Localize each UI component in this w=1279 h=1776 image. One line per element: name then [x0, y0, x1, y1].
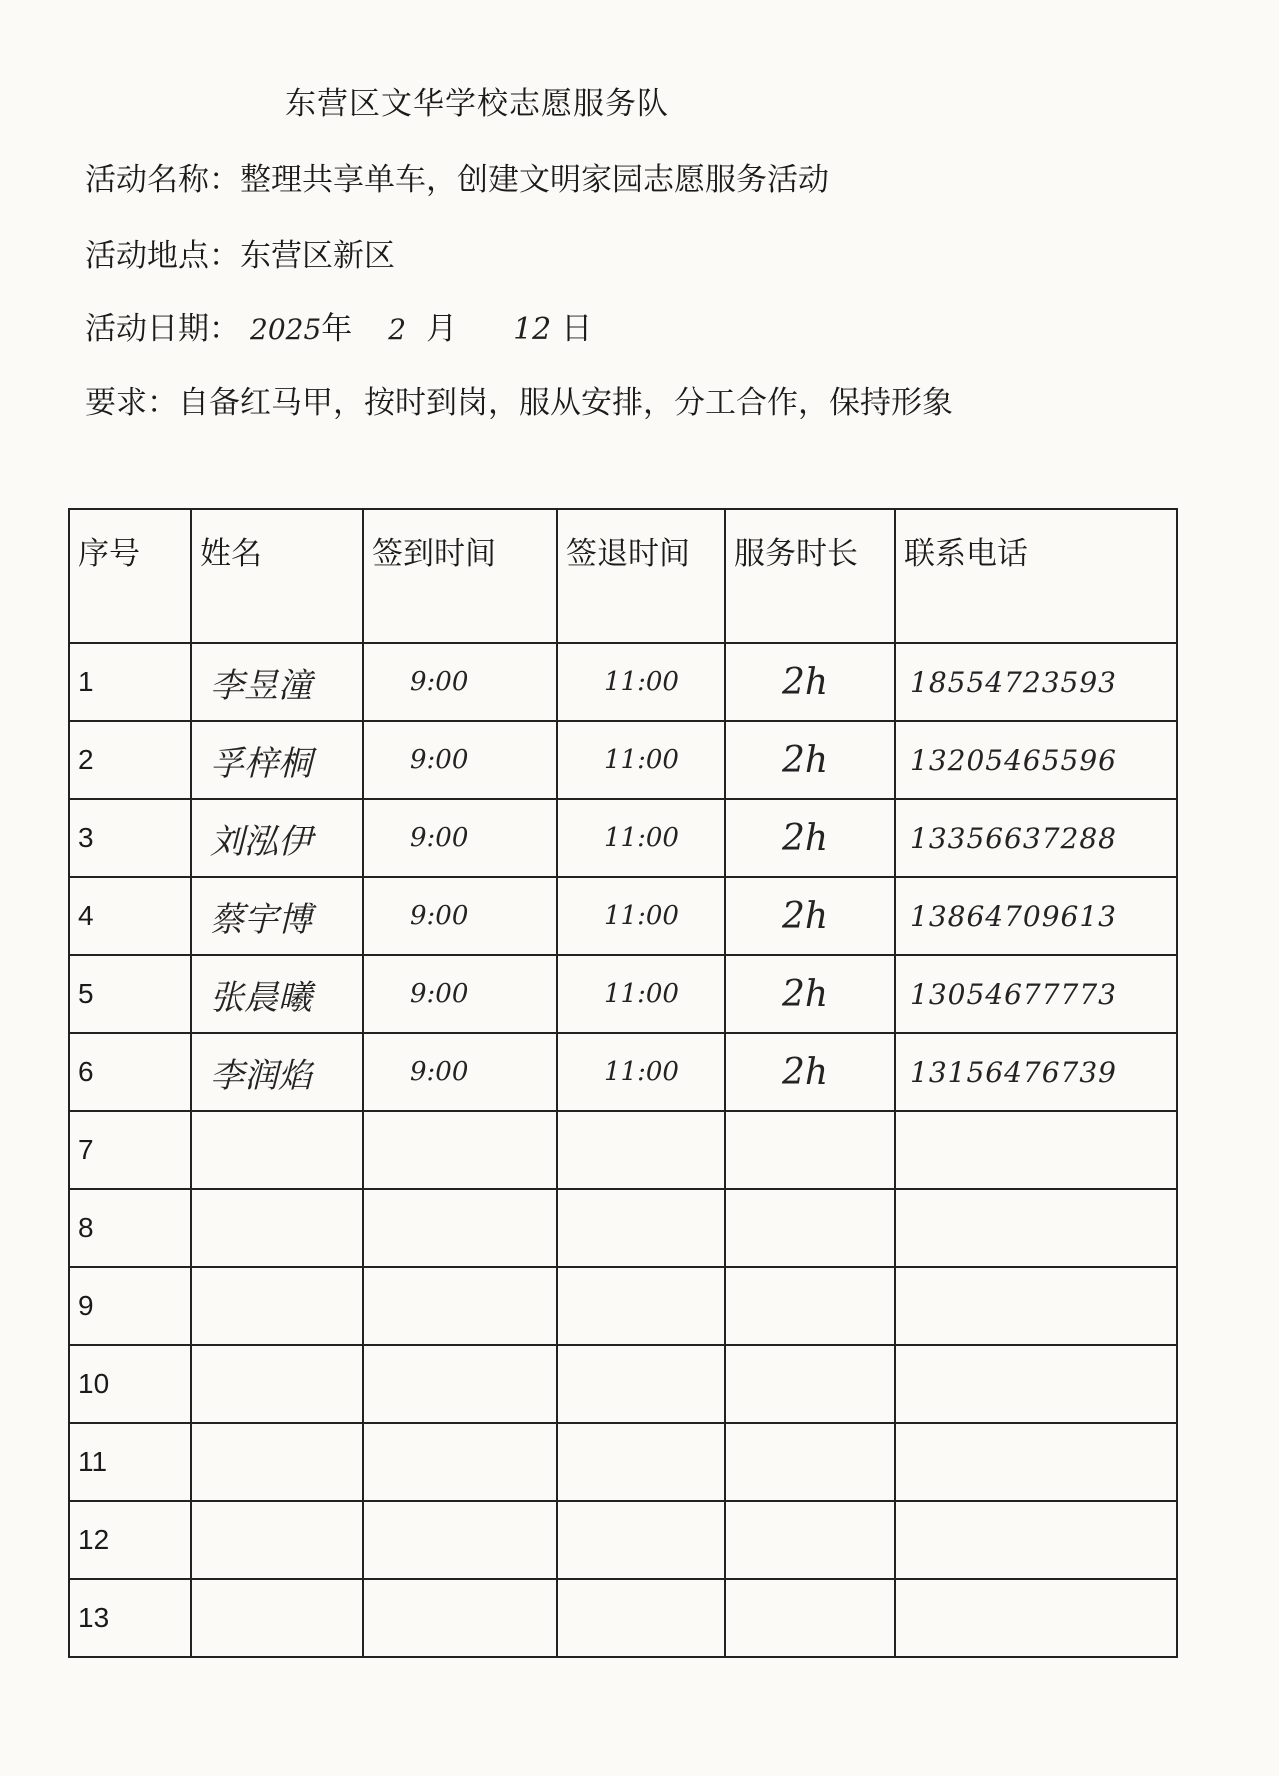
requirements-value: 自备红马甲，按时到岗，服从安排，分工合作，保持形象 [178, 385, 953, 421]
row-no: 4 [69, 877, 191, 955]
header-name: 姓名 [191, 509, 363, 643]
row-checkin [363, 1267, 557, 1345]
row-name: 孚梓桐 [191, 721, 363, 799]
row-checkout: 11:00 [557, 643, 725, 721]
row-duration [725, 1267, 895, 1345]
activity-name-label: 活动名称： [85, 162, 240, 198]
row-name: 李昱潼 [191, 643, 363, 721]
activity-date-line [85, 303, 592, 348]
row-no: 9 [69, 1267, 191, 1345]
row-checkin [363, 1423, 557, 1501]
row-no: 12 [69, 1501, 191, 1579]
requirements-label: 要求： [85, 385, 178, 421]
row-checkout [557, 1423, 725, 1501]
table-row [69, 643, 1177, 721]
row-duration [725, 1345, 895, 1423]
row-checkout [557, 1501, 725, 1579]
row-duration [725, 1189, 895, 1267]
row-checkin: 9:00 [363, 799, 557, 877]
table-row [69, 1111, 1177, 1189]
row-no: 3 [69, 799, 191, 877]
row-name [191, 1501, 363, 1579]
row-no: 8 [69, 1189, 191, 1267]
row-no: 5 [69, 955, 191, 1033]
date-month-unit: 月 [426, 311, 458, 347]
row-checkout [557, 1345, 725, 1423]
row-no: 2 [69, 721, 191, 799]
row-phone: 13356637288 [895, 799, 1177, 877]
row-checkin [363, 1111, 557, 1189]
activity-name-line [85, 154, 829, 199]
row-phone [895, 1501, 1177, 1579]
row-name: 蔡宇博 [191, 877, 363, 955]
row-name [191, 1267, 363, 1345]
row-duration [725, 1111, 895, 1189]
row-no: 10 [69, 1345, 191, 1423]
table-row [69, 877, 1177, 955]
row-name [191, 1111, 363, 1189]
row-checkin: 9:00 [363, 721, 557, 799]
table-row [69, 1345, 1177, 1423]
table-row [69, 799, 1177, 877]
row-duration: 2h [725, 955, 895, 1033]
row-phone [895, 1423, 1177, 1501]
date-year-unit: 年 [321, 311, 353, 347]
row-checkout [557, 1189, 725, 1267]
activity-name-value: 整理共享单车，创建文明家园志愿服务活动 [240, 162, 829, 198]
row-phone: 13054677773 [895, 955, 1177, 1033]
row-checkout: 11:00 [557, 955, 725, 1033]
table-row [69, 721, 1177, 799]
row-name [191, 1423, 363, 1501]
row-phone [895, 1267, 1177, 1345]
activity-place-label: 活动地点： [85, 238, 240, 274]
row-duration [725, 1579, 895, 1657]
row-phone [895, 1189, 1177, 1267]
row-no: 7 [69, 1111, 191, 1189]
date-day-unit: 日 [561, 311, 593, 347]
row-checkout: 11:00 [557, 877, 725, 955]
row-checkin [363, 1189, 557, 1267]
row-name: 刘泓伊 [191, 799, 363, 877]
table-header-row [69, 509, 1177, 643]
row-phone: 13205465596 [895, 721, 1177, 799]
activity-place-value: 东营区新区 [240, 238, 395, 274]
header-duration: 服务时长 [725, 509, 895, 643]
row-duration: 2h [725, 643, 895, 721]
date-year-value: 2025 [250, 313, 322, 346]
row-checkout: 11:00 [557, 721, 725, 799]
table-row [69, 1501, 1177, 1579]
row-checkin [363, 1579, 557, 1657]
activity-date-label: 活动日期： [85, 311, 240, 347]
header-checkout: 签退时间 [557, 509, 725, 643]
row-no: 11 [69, 1423, 191, 1501]
table-row [69, 1579, 1177, 1657]
date-month-value: 2 [388, 313, 407, 346]
row-name [191, 1345, 363, 1423]
activity-place-line [85, 230, 395, 275]
row-checkin: 9:00 [363, 1033, 557, 1111]
row-name: 李润焰 [191, 1033, 363, 1111]
row-checkin: 9:00 [363, 877, 557, 955]
org-title: 东营区文华学校志愿服务队 [285, 86, 669, 122]
table-row [69, 1189, 1177, 1267]
header-no: 序号 [69, 509, 191, 643]
row-duration [725, 1501, 895, 1579]
row-checkout [557, 1579, 725, 1657]
requirements-line [85, 377, 953, 422]
row-no: 1 [69, 643, 191, 721]
row-no: 6 [69, 1033, 191, 1111]
table-row [69, 1033, 1177, 1111]
row-checkin [363, 1345, 557, 1423]
row-name [191, 1189, 363, 1267]
row-checkin: 9:00 [363, 955, 557, 1033]
row-duration: 2h [725, 721, 895, 799]
row-checkout: 11:00 [557, 799, 725, 877]
row-name [191, 1579, 363, 1657]
row-checkin [363, 1501, 557, 1579]
header-checkin: 签到时间 [363, 509, 557, 643]
row-duration: 2h [725, 799, 895, 877]
row-phone [895, 1579, 1177, 1657]
row-checkout [557, 1111, 725, 1189]
signin-table [68, 508, 1178, 1658]
row-phone: 13156476739 [895, 1033, 1177, 1111]
table-row [69, 955, 1177, 1033]
table-row [69, 1267, 1177, 1345]
row-phone: 18554723593 [895, 643, 1177, 721]
date-day-value: 12 [513, 312, 552, 347]
row-duration: 2h [725, 877, 895, 955]
row-phone [895, 1111, 1177, 1189]
row-no: 13 [69, 1579, 191, 1657]
table-row [69, 1423, 1177, 1501]
row-phone: 13864709613 [895, 877, 1177, 955]
row-checkout: 11:00 [557, 1033, 725, 1111]
row-duration: 2h [725, 1033, 895, 1111]
header-phone: 联系电话 [895, 509, 1177, 643]
row-name: 张晨曦 [191, 955, 363, 1033]
row-duration [725, 1423, 895, 1501]
row-phone [895, 1345, 1177, 1423]
row-checkin: 9:00 [363, 643, 557, 721]
row-checkout [557, 1267, 725, 1345]
